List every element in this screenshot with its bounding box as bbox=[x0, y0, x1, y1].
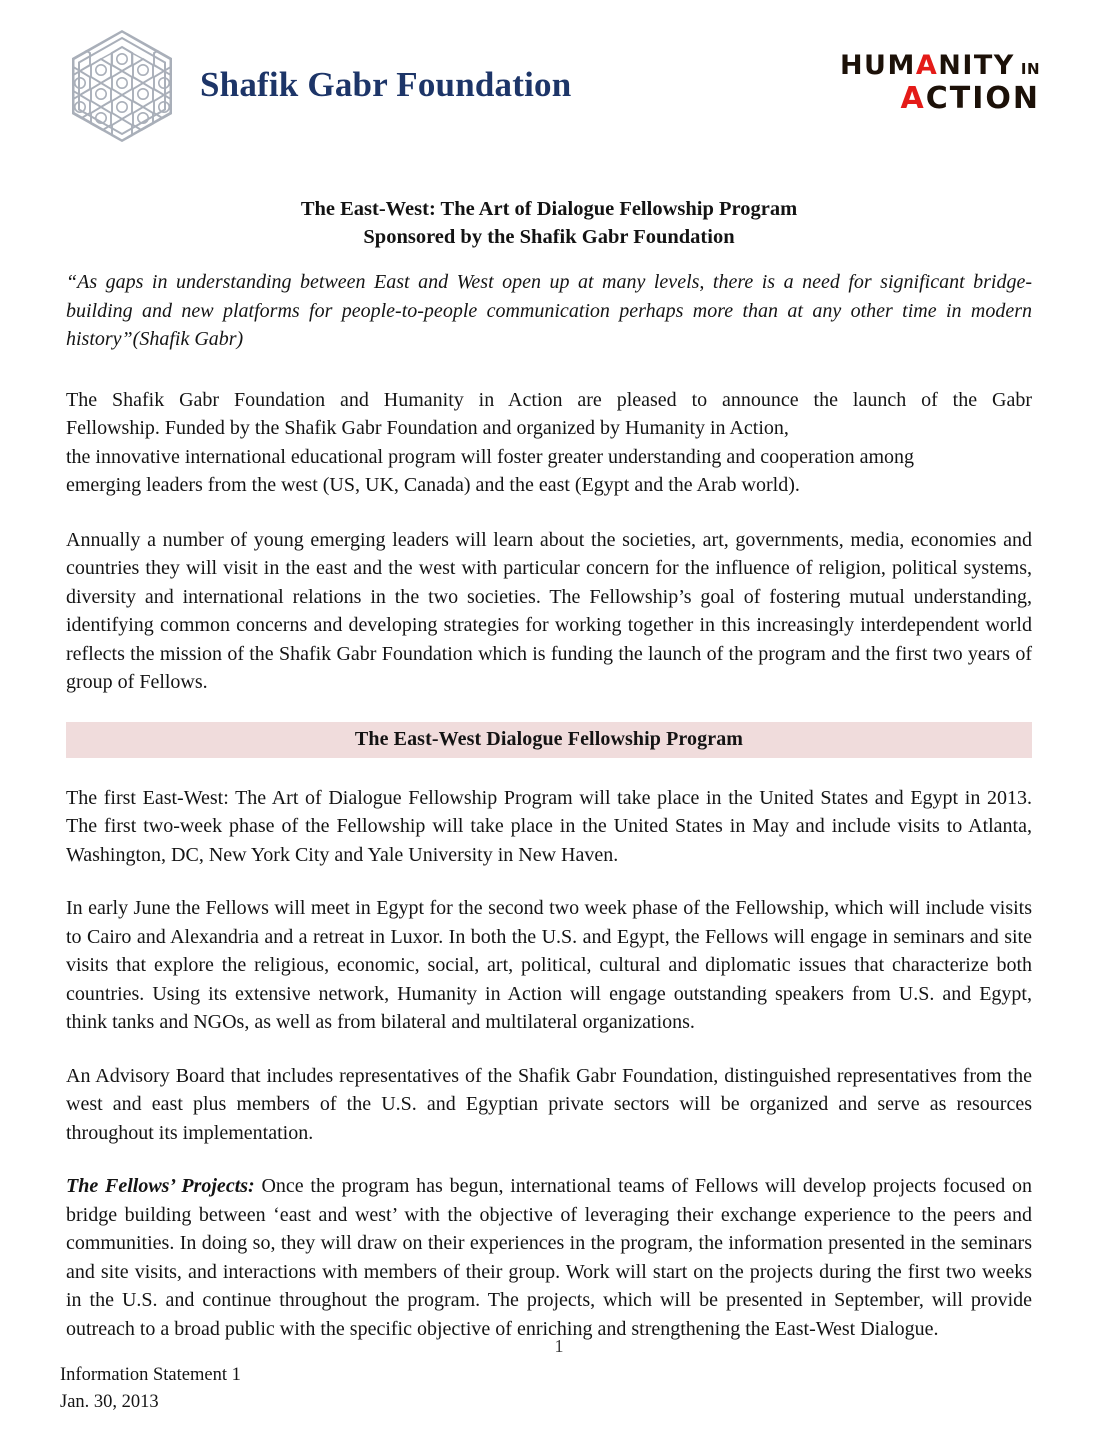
fellows-projects-body-text: Once the program has begun, international teams of Fellows will develop projects focused on bridge building between ‘east and west’ with the objective of leveraging their exchange experience to the peers and communities. In doing so, they will draw on their experiences in the program, the information presented in the seminars and site visits, and interactions with members of their group. Work will start on the projects during the first two weeks in the U.S. and continue throughout the program. The projects, which will be presented in September, will provide outreach to a broad public with the specific objective of enriching and strengthening the East-West Dialogue. bbox=[66, 1175, 1033, 1340]
paragraph-advisory-board: An Advisory Board that includes representatives of the Shafik Gabr Foundation, distinguished representatives from the west and east plus members of the U.S. and Egyptian private sectors will be organized and serve as resources throughout its implementation. bbox=[66, 1064, 1032, 1144]
hia-nity-text: NITY bbox=[938, 50, 1015, 81]
hia-line-two bbox=[840, 81, 1040, 116]
page-number: 1 bbox=[554, 1336, 564, 1356]
hexagonal-lattice-icon bbox=[66, 27, 178, 145]
pull-quote: “As gaps in understanding between East and West open up at many levels, there is a need for significant bridge-building and new platforms for people-to-people communication perhaps more than at any other time in modern history”(Shafik Gabr) bbox=[66, 271, 1032, 351]
paragraph-intro-line-2: Fellowship. Funded by the Shafik Gabr Foundation and organized by Humanity in Action, bbox=[66, 417, 789, 440]
paragraph-intro bbox=[66, 386, 1032, 500]
section-header-dialogue-program: The East-West Dialogue Fellowship Program bbox=[66, 722, 1032, 758]
paragraph-fellows-projects bbox=[66, 1172, 1032, 1343]
hia-line-one bbox=[840, 52, 1040, 79]
document-header bbox=[0, 0, 1118, 160]
paragraph-first-program: The first East-West: The Art of Dialogue Fellowship Program will take place in the United States and Egypt in 2013. The first two-week phase of the Fellowship will take place in the United States in May and include visits to Atlanta, Washington, DC, New York City and Yale University in New Haven. bbox=[66, 786, 1032, 866]
paragraph-intro-line-4: emerging leaders from the west (US, UK, Canada) and the east (Egypt and the Arab world). bbox=[66, 474, 800, 497]
shafik-gabr-foundation-logo bbox=[66, 27, 571, 145]
document-body bbox=[66, 268, 1032, 1368]
footer-statement: Information Statement 1 bbox=[60, 1365, 241, 1385]
hia-in-text: IN bbox=[1020, 60, 1040, 78]
page-title-line-1: The East-West: The Art of Dialogue Fellowship Program bbox=[300, 198, 798, 220]
hia-hum-text: HUM bbox=[839, 50, 916, 81]
footer-block bbox=[60, 1362, 241, 1416]
paragraph-intro-line-3: the innovative international educational program will foster greater understanding and cooperation among bbox=[66, 445, 915, 468]
footer-date: Jan. 30, 2013 bbox=[60, 1391, 159, 1412]
paragraph-intro-line-1: The Shafik Gabr Foundation and Humanity in Action are pleased to announce the launch of the Gabr bbox=[66, 388, 1032, 411]
fellows-projects-lead-in: The Fellows’ Projects: bbox=[66, 1175, 255, 1198]
page-title-line-2: Sponsored by the Shafik Gabr Foundation bbox=[363, 225, 735, 248]
paragraph-annually: Annually a number of young emerging leaders will learn about the societies, art, governments, media, economies and countries they will visit in the east and the west with particular concern for the influence of religion, political systems, diversity and international relations in the two societies. The Fellowship’s goal of fostering mutual understanding, identifying common concerns and developing strategies for working together in this increasingly interdependent world reflects the mission of the Shafik Gabr Foundation which is funding the launch of the program and the first two years of group of Fellows. bbox=[66, 528, 1032, 694]
hia-chevron-a-upper: A bbox=[915, 50, 939, 81]
foundation-wordmark: Shafik Gabr Foundation bbox=[200, 64, 572, 104]
humanity-in-action-logo bbox=[840, 52, 1040, 114]
hia-chevron-a-lower: A bbox=[900, 81, 926, 116]
paragraph-early-june: In early June the Fellows will meet in Egypt for the second two week phase of the Fellowship, which will include visits to Cairo and Alexandria and a retreat in Luxor. In both the U.S. and Egypt, the Fellows will engage in seminars and site visits that explore the religious, economic, social, art, political, cultural and diplomatic issues that characterize both countries. Using its extensive network, Humanity in Action will engage outstanding speakers from U.S. and Egypt, think tanks and NGOs, as well as from bilateral and multilateral organizations. bbox=[66, 897, 1032, 1034]
page-title bbox=[66, 196, 1032, 252]
hia-ction-text: CTION bbox=[925, 81, 1040, 116]
